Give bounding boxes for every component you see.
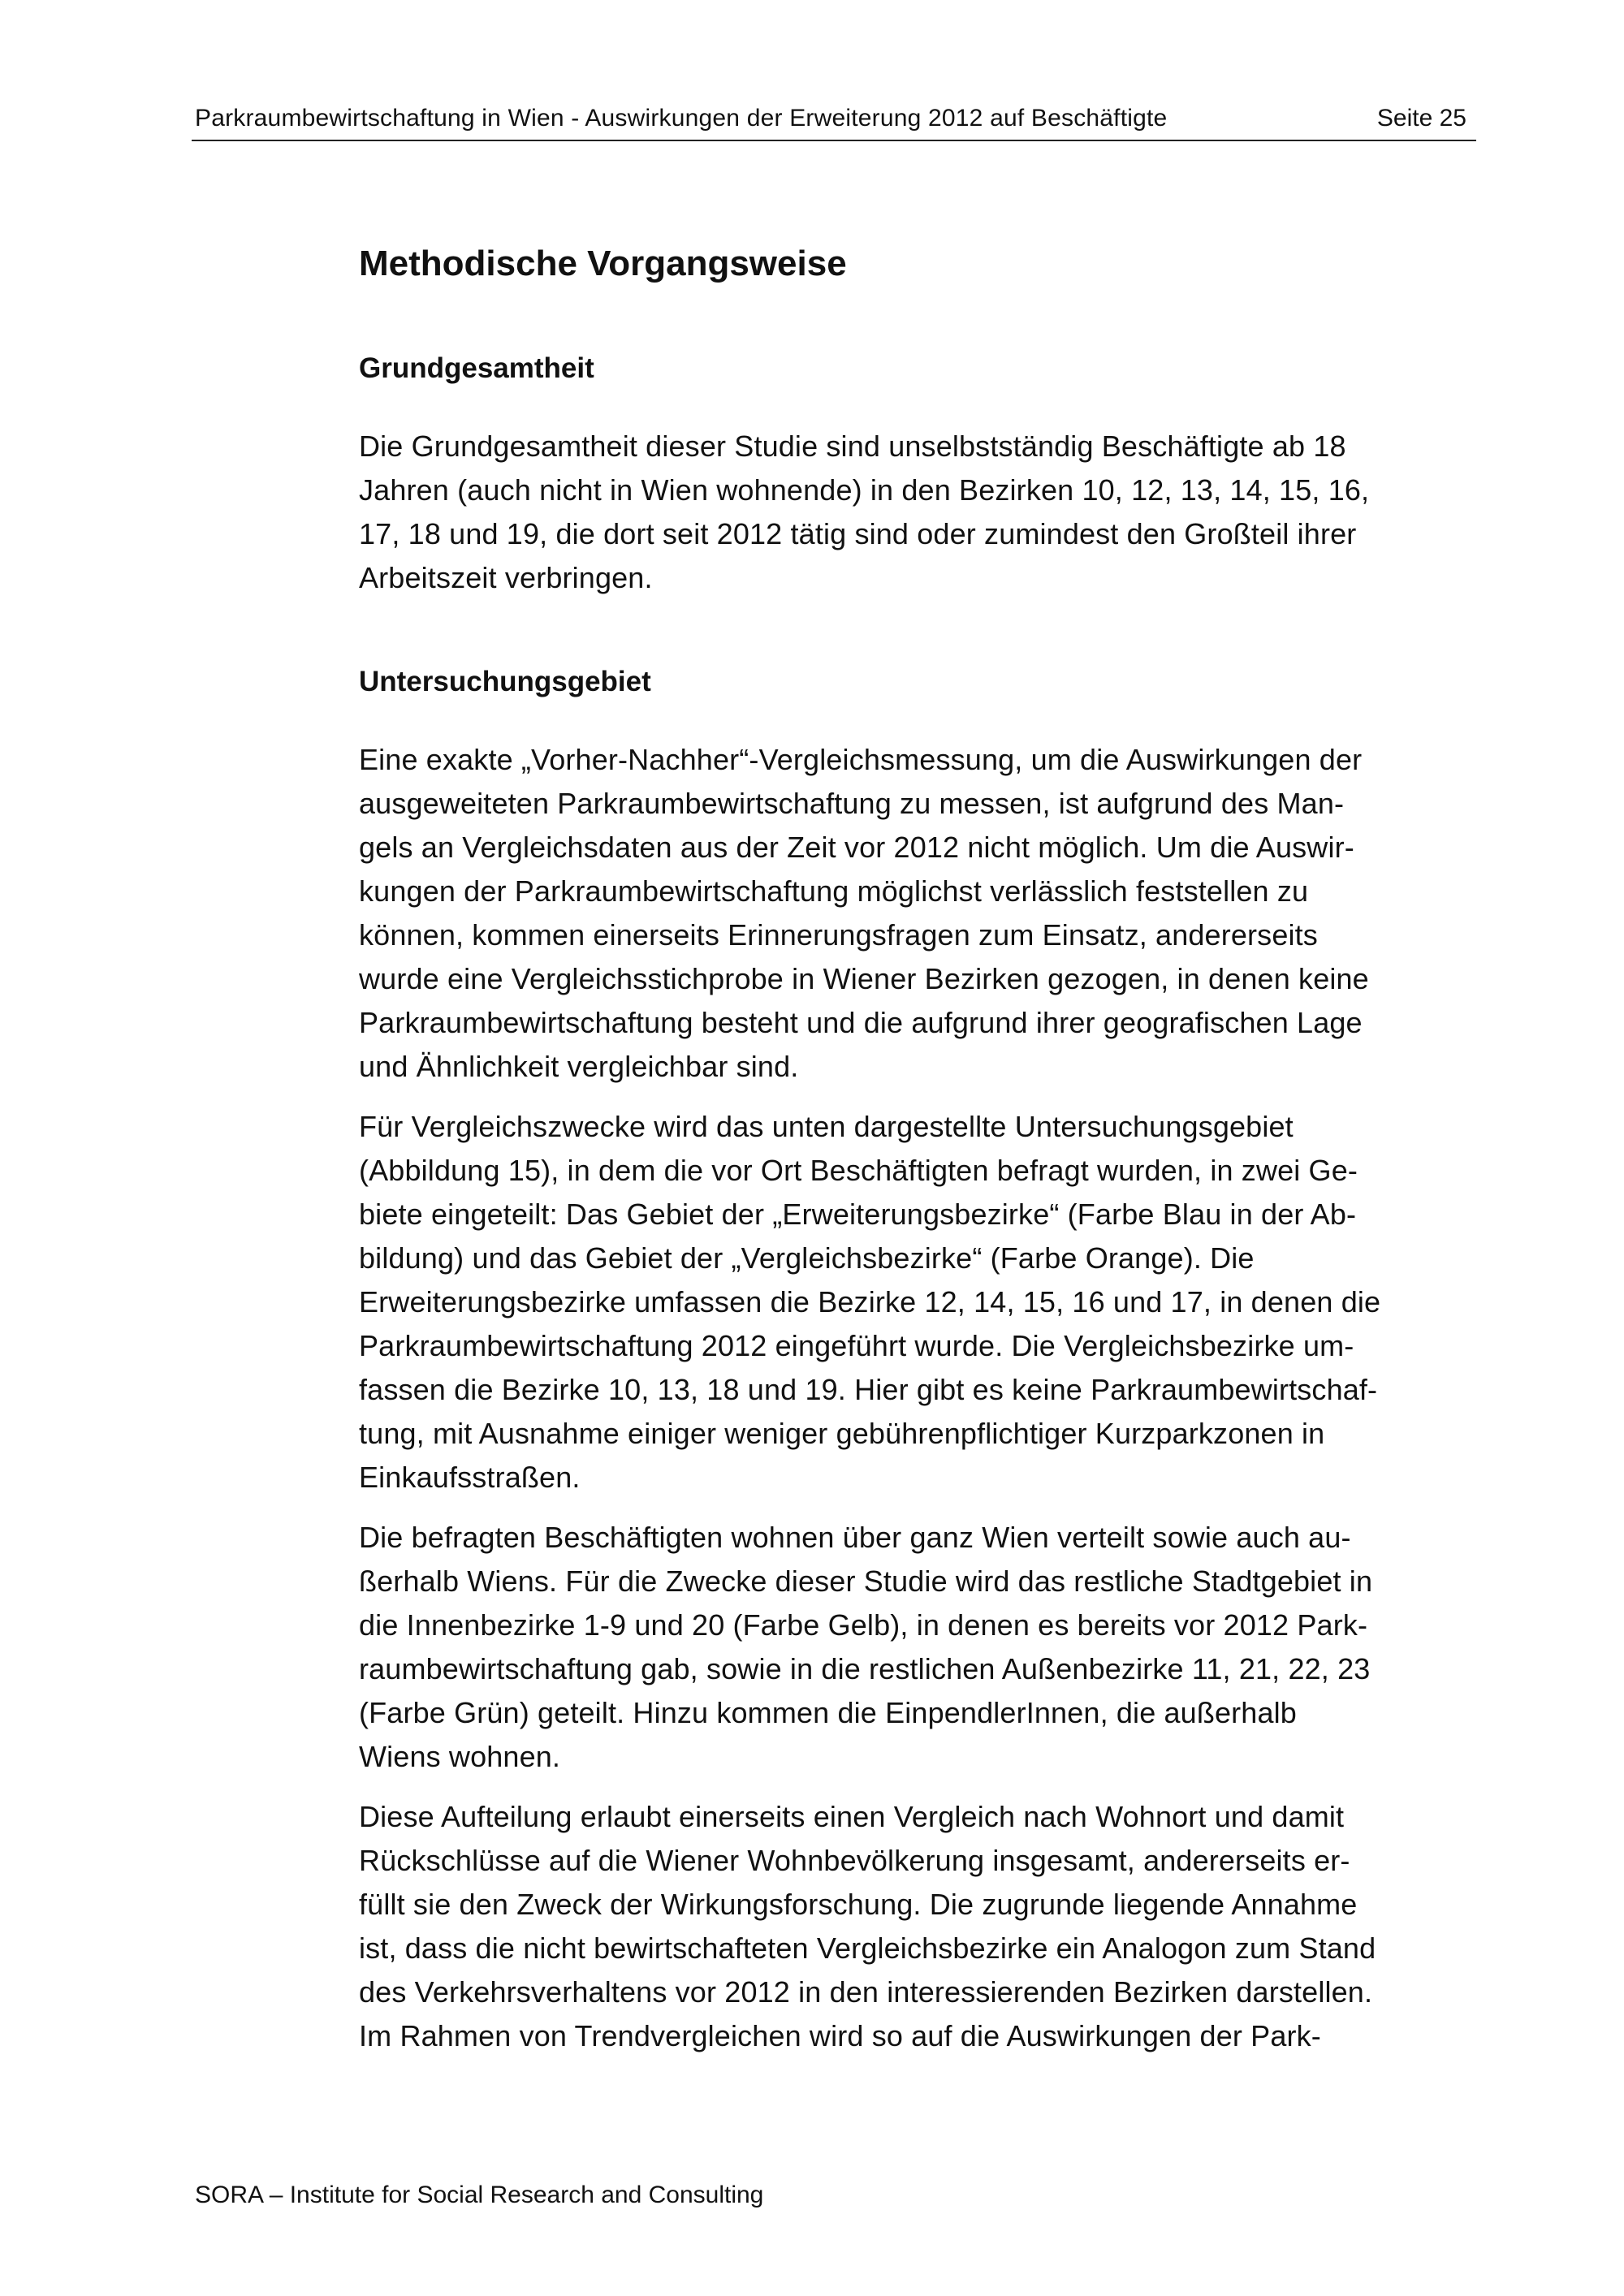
- paragraph-line: ßerhalb Wiens. Für die Zwecke dieser Studie wird das restliche Stadtgebiet in: [359, 1564, 1373, 1598]
- section-title: Methodische Vorgangsweise: [359, 244, 847, 283]
- paragraph-line: biete eingeteilt: Das Gebiet der „Erweiterungsbezirke“ (Farbe Blau in der Ab-: [359, 1198, 1357, 1231]
- paragraph-line: 17, 18 und 19, die dort seit 2012 tätig sind oder zumindest den Großteil ihrer: [359, 517, 1357, 550]
- paragraph-line: Wiens wohnen.: [359, 1740, 561, 1773]
- paragraph-line: (Farbe Grün) geteilt. Hinzu kommen die EinpendlerInnen, die außerhalb: [359, 1696, 1297, 1729]
- paragraph-line: die Innenbezirke 1-9 und 20 (Farbe Gelb), in denen es bereits vor 2012 Park-: [359, 1608, 1368, 1642]
- paragraph-line: können, kommen einerseits Erinnerungsfragen zum Einsatz, andererseits: [359, 918, 1318, 952]
- paragraph-line: Parkraumbewirtschaftung besteht und die aufgrund ihrer geografischen Lage: [359, 1006, 1363, 1039]
- paragraph-line: fassen die Bezirke 10, 13, 18 und 19. Hier gibt es keine Parkraumbewirtschaf-: [359, 1373, 1378, 1406]
- paragraph-line: Die befragten Beschäftigten wohnen über ganz Wien verteilt sowie auch au-: [359, 1521, 1351, 1554]
- header-page-number: Seite 25: [1376, 105, 1466, 132]
- paragraph-line: Für Vergleichszwecke wird das unten dargestellte Untersuchungsgebiet: [359, 1110, 1294, 1143]
- paragraph-line: Jahren (auch nicht in Wien wohnende) in den Bezirken 10, 12, 13, 14, 15, 16,: [359, 473, 1370, 507]
- paragraph-line: ausgeweiteten Parkraumbewirtschaftung zu messen, ist aufgrund des Man-: [359, 787, 1345, 820]
- paragraph-line: des Verkehrsverhaltens vor 2012 in den interessierenden Bezirken darstellen.: [359, 1975, 1373, 2009]
- paragraph-line: und Ähnlichkeit vergleichbar sind.: [359, 1050, 799, 1083]
- paragraph-line: Parkraumbewirtschaftung 2012 eingeführt wurde. Die Vergleichsbezirke um-: [359, 1329, 1354, 1362]
- paragraph-line: raumbewirtschaftung gab, sowie in die restlichen Außenbezirke 11, 21, 22, 23: [359, 1652, 1371, 1685]
- paragraph-line: Diese Aufteilung erlaubt einerseits einen Vergleich nach Wohnort und damit: [359, 1800, 1345, 1833]
- page-footer: SORA – Institute for Social Research and Consulting: [195, 2182, 764, 2208]
- header-title: Parkraumbewirtschaftung in Wien - Auswirkungen der Erweiterung 2012 auf Beschäftigte: [195, 105, 1168, 132]
- paragraph-line: bildung) und das Gebiet der „Vergleichsbezirke“ (Farbe Orange). Die: [359, 1241, 1255, 1275]
- paragraph-line: wurde eine Vergleichsstichprobe in Wiener Bezirken gezogen, in denen keine: [359, 962, 1369, 995]
- paragraph-line: ist, dass die nicht bewirtschafteten Vergleichsbezirke ein Analogon zum Stand: [359, 1931, 1376, 1965]
- paragraph-line: Im Rahmen von Trendvergleichen wird so auf die Auswirkungen der Park-: [359, 2019, 1321, 2052]
- paragraph-line: Erweiterungsbezirke umfassen die Bezirke 12, 14, 15, 16 und 17, in denen die: [359, 1285, 1381, 1318]
- subsection-heading-untersuchungsgebiet: Untersuchungsgebiet: [359, 666, 651, 697]
- paragraph-line: Die Grundgesamtheit dieser Studie sind unselbstständig Beschäftigte ab 18: [359, 429, 1346, 463]
- subsection-heading-grundgesamtheit: Grundgesamtheit: [359, 352, 594, 384]
- paragraph-line: Arbeitszeit verbringen.: [359, 561, 653, 594]
- paragraph-line: (Abbildung 15), in dem die vor Ort Beschäftigten befragt wurden, in zwei Ge-: [359, 1154, 1358, 1187]
- paragraph-line: Einkaufsstraßen.: [359, 1461, 581, 1494]
- paragraph-line: kungen der Parkraumbewirtschaftung möglichst verlässlich feststellen zu: [359, 874, 1309, 908]
- paragraph-line: gels an Vergleichsdaten aus der Zeit vor 2012 nicht möglich. Um die Auswir-: [359, 831, 1354, 864]
- paragraph-line: Eine exakte „Vorher-Nachher“-Vergleichsmessung, um die Auswirkungen der: [359, 743, 1363, 776]
- paragraph-line: tung, mit Ausnahme einiger weniger gebührenpflichtiger Kurzparkzonen in: [359, 1417, 1325, 1450]
- paragraph-line: füllt sie den Zweck der Wirkungsforschung. Die zugrunde liegende Annahme: [359, 1888, 1358, 1921]
- page-header: [192, 101, 1476, 141]
- paragraph-line: Rückschlüsse auf die Wiener Wohnbevölkerung insgesamt, andererseits er-: [359, 1844, 1350, 1877]
